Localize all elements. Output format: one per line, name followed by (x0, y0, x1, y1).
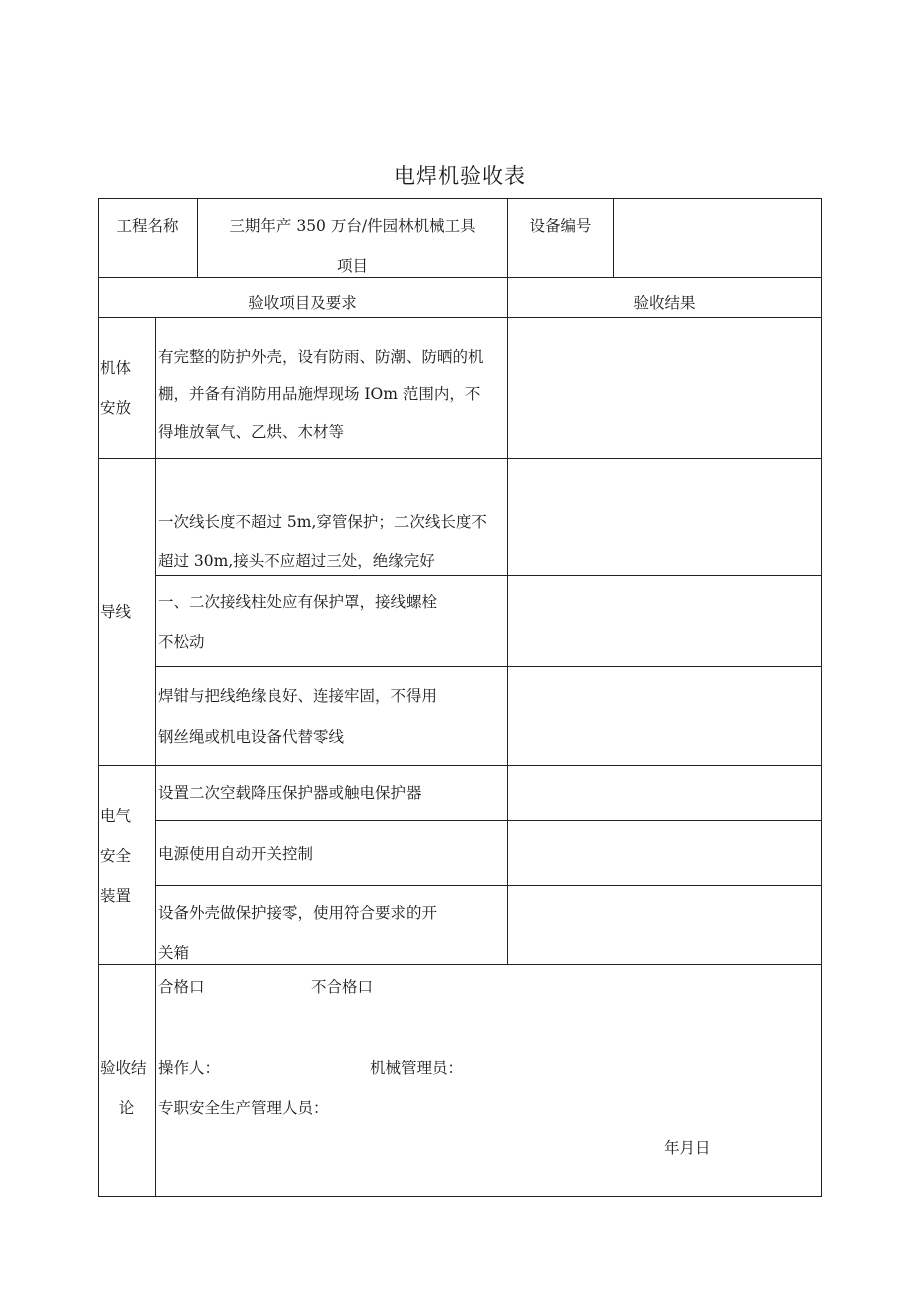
body-req-line2: 棚，并备有消防用品施焊现场 IOm 范围内，不 (158, 385, 481, 403)
conclusion-label-line2: 论 (118, 1099, 135, 1117)
body-label-line1: 机体 (100, 359, 132, 377)
wire-req3-line1: 焊钳与把线绝缘良好、连接牢固，不得用 (158, 687, 438, 705)
elec-label-line2: 安全 (100, 847, 132, 865)
wire-req3-line2: 钢丝绳或机电设备代替零线 (158, 728, 345, 746)
wire-req2-line2: 不松动 (158, 633, 205, 651)
rule-left (98, 198, 99, 1197)
pass-checkbox[interactable]: 合格口 (158, 978, 205, 996)
rule-right (821, 198, 822, 1197)
rule-top (98, 198, 822, 199)
rule-elec1-bottom (155, 820, 822, 821)
operator-signature: 操作人： (158, 1059, 221, 1077)
body-label-line2: 安放 (100, 399, 132, 417)
rule-body-bottom (98, 458, 822, 459)
wire-req1-line1: 一次线长度不超过 5m,穿管保护；二次线长度不 (158, 513, 487, 531)
wire-label: 导线 (100, 603, 132, 621)
project-name-line1: 三期年产 350 万台/件园林机械工具 (229, 217, 476, 235)
project-name-line2: 项目 (336, 257, 368, 275)
page-title: 电焊机验收表 (394, 164, 526, 188)
elec-req2: 电源使用自动开关控制 (158, 845, 314, 863)
equipment-number-label: 设备编号 (529, 217, 592, 235)
elec-req3-line1: 设备外壳做保护接零，使用符合要求的开 (158, 904, 438, 922)
wire-req2-line1: 一、二次接线柱处应有保护罩，接线螺栓 (158, 593, 438, 611)
elec-req3-line2: 关箱 (158, 944, 190, 962)
project-name-label: 工程名称 (116, 217, 179, 235)
safety-officer-signature: 专职安全生产管理人员： (158, 1099, 329, 1117)
manager-signature: 机械管理员： (370, 1059, 464, 1077)
rule-elec2-bottom (155, 885, 822, 886)
body-req-line1: 有完整的防护外壳，设有防雨、防潮、防晒的机 (158, 348, 484, 366)
body-result-field[interactable] (510, 323, 818, 453)
body-req-line3: 得堆放氧气、乙烘、木材等 (158, 423, 345, 441)
fail-checkbox[interactable]: 不合格口 (311, 978, 374, 996)
rule-header-col3 (613, 198, 614, 277)
rule-elec-bottom (98, 964, 822, 965)
acceptance-table (98, 198, 822, 1197)
rule-result-col (507, 317, 508, 964)
rule-bottom (98, 1196, 822, 1197)
conclusion-label-line1: 验收结 (100, 1059, 147, 1077)
rule-label-col (155, 317, 156, 1196)
elec-label-line1: 电气 (100, 807, 132, 825)
elec-req1: 设置二次空载降压保护器或触电保护器 (158, 784, 422, 802)
items-column-header: 验收项目及要求 (248, 294, 357, 312)
date-field: 年月日 (664, 1139, 711, 1157)
rule-wire2-bottom (155, 666, 822, 667)
wire-req1-line2: 超过 30m,接头不应超过三处，绝缘完好 (158, 552, 435, 570)
rule-wire-bottom (98, 765, 822, 766)
elec-label-line3: 装置 (100, 887, 132, 905)
result-column-header: 验收结果 (633, 294, 696, 312)
